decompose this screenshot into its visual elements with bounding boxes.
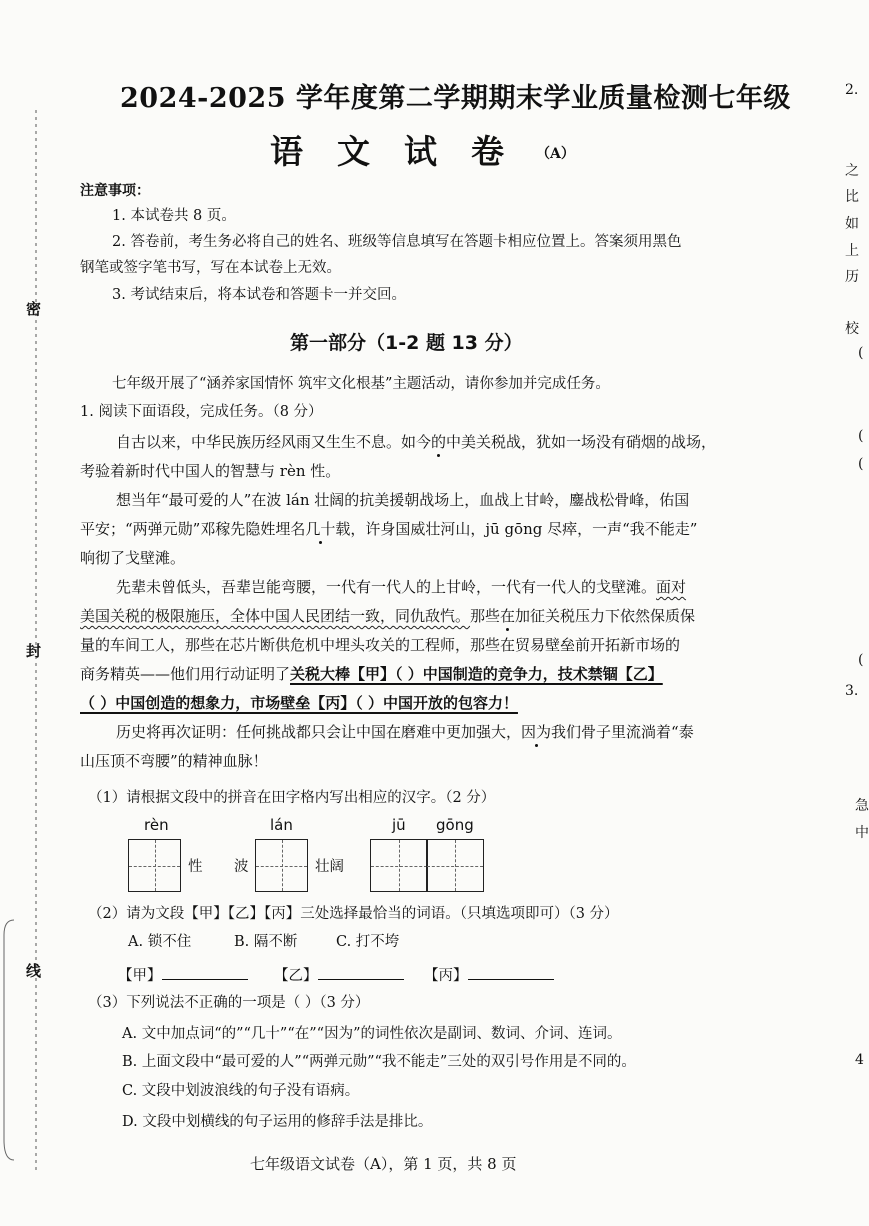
dotted-word: 的	[431, 433, 447, 451]
binding-mark-feng: 封	[26, 642, 42, 660]
right-page-fragment: (	[858, 428, 864, 444]
page-footer: 七年级语文试卷（A），第 1 页，共 8 页	[250, 1155, 517, 1173]
pinyin-ren: rèn	[144, 816, 169, 834]
dotted-word: 因为	[521, 723, 552, 741]
exam-title: 2024-2025 学年度第二学期期末学业质量检测七年级	[120, 83, 791, 114]
activity-intro: 七年级开展了“涵养家国情怀 筑牢文化根基”主题活动，请你参加并完成任务。	[112, 376, 610, 392]
notes-heading: 注意事项：	[80, 183, 150, 199]
notes-item: 钢笔或签字笔书写，写在本试卷上无效。	[80, 260, 341, 276]
passage-line: 先辈未曾低头，吾辈岂能弯腰，一代有一代人的上甘岭，一代有一代人的戈壁滩。面对	[116, 578, 687, 596]
char-zhuangkuo: 壮阔	[315, 859, 344, 875]
right-page-fragment: 之	[845, 163, 859, 179]
right-page-fragment: 3.	[845, 683, 859, 699]
wavy-sentence: 美国关税的极限施压，全体中国人民团结一致，同仇敌忾。	[80, 607, 471, 625]
question-1-2-prompt: （2）请为文段【甲】【乙】【丙】三处选择最恰当的词语。（只填选项即可）（3 分）	[88, 906, 619, 922]
char-xing: 性	[188, 859, 203, 875]
dotted-word: 几十	[305, 520, 336, 538]
right-page-fragment: 中	[855, 825, 869, 841]
passage-line: 考验着新时代中国人的智慧与 rèn 性。	[80, 462, 341, 480]
tianzige-box-ju[interactable]	[370, 839, 428, 892]
passage-line: 响彻了戈壁滩。	[80, 549, 186, 567]
dotted-word: 在	[500, 607, 516, 625]
pinyin-lan: lán	[270, 816, 293, 834]
passage-line	[80, 689, 790, 718]
wavy-sentence: 面对	[656, 578, 687, 596]
binding-mark-xian: 线	[26, 962, 42, 980]
option-b: B. 隔不断	[234, 934, 298, 950]
question-1-3-prompt: （3）下列说法不正确的一项是（ ）（3 分）	[88, 995, 370, 1011]
underlined-sentence: 关税大棒【甲】（ ）中国制造的竞争力，技术禁锢【乙】	[290, 665, 663, 683]
passage-line: 平安；“两弹元勋”邓稼先隐姓埋名几十载，许身国威壮河山，jū gōng 尽瘁，一声“我不能走”	[80, 520, 698, 538]
right-page-fragment: 历	[845, 269, 859, 285]
passage-line: 山压顶不弯腰”的精神血脉！	[80, 752, 268, 770]
exam-subtitle: 语文试卷	[270, 132, 538, 171]
passage-line: 想当年“最可爱的人”在波 lán 壮阔的抗美援朝战场上，血战上甘岭，鏖战松骨峰，佑国	[116, 491, 690, 509]
underlined-sentence: （ ）中国创造的想象力，市场壁垒【丙】（ ）中国开放的包容力！	[80, 694, 518, 712]
right-page-fragment: 上	[845, 243, 859, 259]
passage-line: 商务精英——他们用行动证明了关税大棒【甲】（ ）中国制造的竞争力，技术禁锢【乙】	[80, 665, 663, 683]
char-bo: 波	[234, 859, 249, 875]
answer-blank-jia[interactable]	[162, 963, 248, 980]
passage-line: 自古以来，中华民族历经风雨又生生不息。如今的中美关税战，犹如一场没有硝烟的战场，	[116, 433, 717, 451]
notes-item: 3. 考试结束后，将本试卷和答题卡一并交回。	[112, 287, 406, 303]
option-a: A. 锁不住	[128, 934, 192, 950]
right-page-fragment: 如	[845, 216, 859, 232]
right-page-fragment: 校	[845, 321, 859, 337]
notes-item: 1. 本试卷共 8 页。	[112, 208, 236, 224]
choice-d: D. 文段中划横线的句子运用的修辞手法是排比。	[122, 1114, 433, 1130]
question-1-1-prompt: （1）请根据文段中的拼音在田字格内写出相应的汉字。（2 分）	[88, 790, 496, 806]
passage-line: 历史将再次证明：任何挑战都只会让中国在磨难中更加强大，因为我们骨子里流淌着“泰	[116, 723, 694, 741]
answer-blank-yi[interactable]	[318, 963, 404, 980]
passage	[80, 428, 790, 776]
section-title: 第一部分（1-2 题 13 分）	[290, 332, 523, 354]
right-page-fragment: 比	[845, 189, 859, 205]
choice-b: B. 上面文段中“最可爱的人”“两弹元勋”“我不能走”三处的双引号作用是不同的。	[122, 1054, 636, 1070]
exam-version-tag: （A）	[536, 146, 575, 162]
choice-a: A. 文中加点词“的”“几十”“在”“因为”的词性依次是副词、数词、介词、连词。	[122, 1026, 622, 1042]
pinyin-gong: gōng	[436, 816, 474, 834]
answer-bing: 【丙】	[424, 963, 554, 986]
answer-yi: 【乙】	[274, 963, 404, 986]
notes-item: 2. 答卷前，考生务必将自己的姓名、班级等信息填写在答题卡相应位置上。答案须用黑色	[112, 234, 682, 250]
binding-mark-mi: 密	[26, 300, 42, 318]
tianzige-box-ren[interactable]	[128, 839, 181, 892]
right-page-fragment: 2.	[845, 82, 859, 98]
passage-line: 量的车间工人，那些在芯片断供危机中埋头攻关的工程师，那些在贸易壁垒前开拓新市场的	[80, 636, 681, 654]
right-page-fragment: (	[858, 456, 864, 472]
answer-blank-bing[interactable]	[468, 963, 554, 980]
tianzige-box-lan[interactable]	[255, 839, 308, 892]
right-page-fragment: 4	[855, 1052, 864, 1068]
right-page-fragment: 急	[855, 798, 869, 814]
choice-c: C. 文段中划波浪线的句子没有语病。	[122, 1083, 360, 1099]
question-1-title: 1. 阅读下面语段，完成任务。（8 分）	[80, 404, 323, 420]
right-page-fragment: (	[858, 345, 864, 361]
passage-line: 美国关税的极限施压，全体中国人民团结一致，同仇敌忾。那些在加征关税压力下依然保质保	[80, 607, 696, 625]
right-page-fragment: (	[858, 652, 864, 668]
tianzige-box-gong[interactable]	[426, 839, 484, 892]
option-c: C. 打不垮	[336, 934, 400, 950]
answer-jia: 【甲】	[118, 963, 248, 986]
pinyin-ju: jū	[392, 816, 406, 834]
